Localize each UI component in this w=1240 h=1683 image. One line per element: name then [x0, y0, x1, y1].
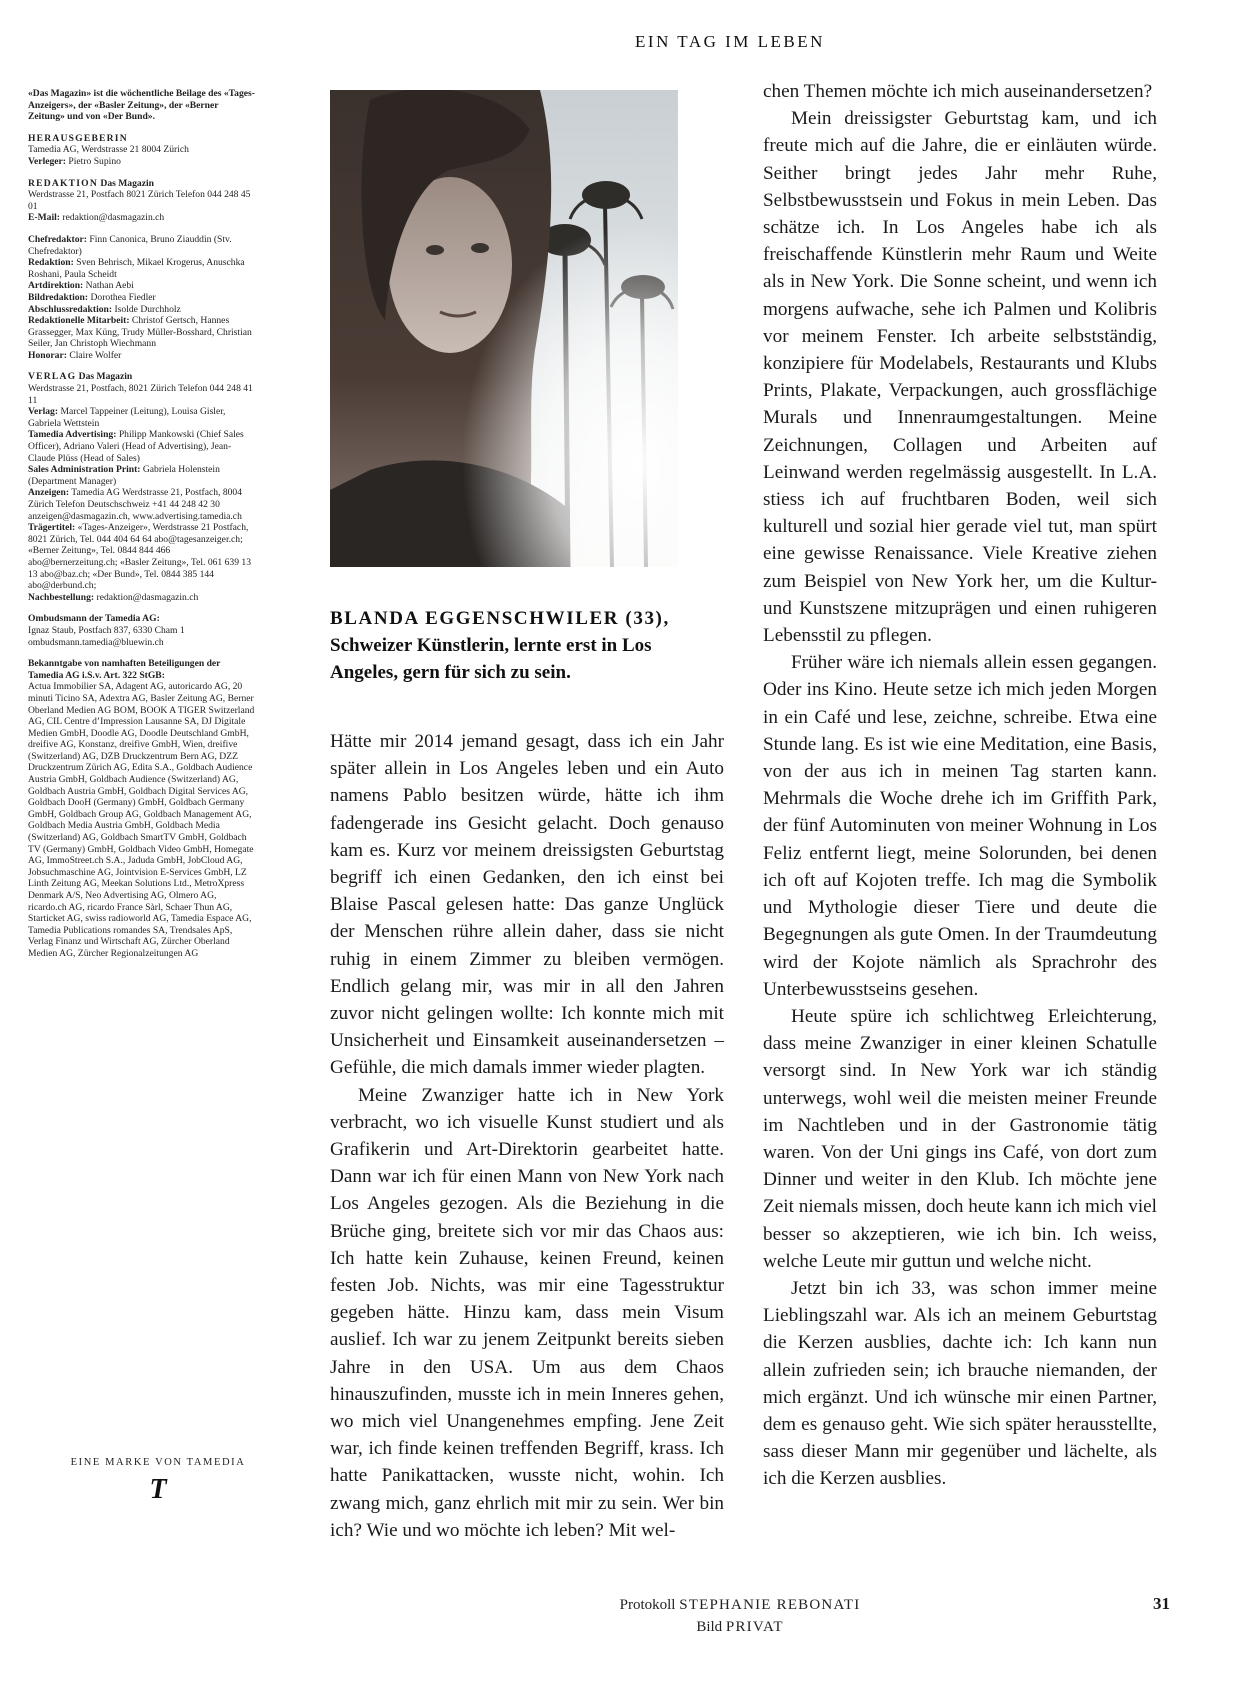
body-paragraph: Jetzt bin ich 33, was schon immer meine Lieblingszahl war. Als ich an meinem Geburtstag die Kerzen ausblies, dachte ich: Ich kann nun allein zufrieden sein; ich brauche niemanden, der mich ergänzt. Und ich wünsche mir einen Partner, dem es genauso geht. Wie sich später herausstellte, sass dieser Mann mir gegenüber und lächelte, als ich die Kerzen ausblies.	[763, 1277, 1157, 1490]
impressum-intro: «Das Magazin» ist die wöchentliche Beilage des «Tages-Anzeigers», der «Basler Zeitung», der «Berner Zeitung» und von «Der Bund».	[28, 88, 255, 123]
verlag-value: Marcel Tappeiner (Leitung), Louisa Gisler, Gabriela Wettstein	[28, 406, 226, 429]
anzeigen-label: Anzeigen:	[28, 487, 70, 499]
ombuds-label: Ombudsmann der Tamedia AG:	[28, 613, 160, 625]
staff-value: Sven Behrisch, Mikael Krogerus, Anuschka Roshani, Paula Scheidt	[28, 257, 245, 280]
staff-label: Artdirektion:	[28, 280, 84, 292]
redaktion-sub: Das Magazin	[100, 177, 154, 189]
email-label: E-Mail:	[28, 212, 60, 224]
staff-label: Honorar:	[28, 349, 67, 361]
staff-label: Bildredaktion:	[28, 291, 89, 303]
body-column-2	[763, 78, 1157, 1493]
verlag-sub: Das Magazin	[78, 371, 133, 383]
body-column-1	[330, 728, 724, 1544]
body-paragraph: Früher wäre ich niemals allein essen gegangen. Oder ins Kino. Heute setze ich mich jeden Morgen in ein Café und lese, zeichne, schreibe. Etwa eine Stunde lang. Es ist wie eine Meditation, eine Basis, von der aus ich in meinen Tag starten kann. Mehrmals die Woche drehe ich im Griffith Park, der fünf Autominuten von meiner Wohnung in Los Feliz entfernt liegt, meine Solorunden, bei denen ich oft auf Kojoten treffe. Ich mag die Symbolik und Mythologie dieser Tiere und deute die Begegnungen als gute Omen. In der Traumdeutung wird der Kojote nämlich als Sprachrohr des Unterbewusstseins gesehen.	[763, 652, 1157, 1000]
redaktion-address: Werdstrasse 21, Postfach 8021 Zürich Telefon 044 248 45 01	[28, 189, 251, 212]
nachbestellung-value: redaktion@dasmagazin.ch	[96, 591, 199, 603]
herausgeberin-heading: HERAUSGEBERIN	[28, 132, 128, 144]
verleger-label: Verleger:	[28, 155, 66, 167]
herausgeberin-text: Tamedia AG, Werdstrasse 21 8004 Zürich	[28, 144, 189, 156]
verlag-address: Werdstrasse 21, Postfach, 8021 Zürich Telefon 044 248 41 11	[28, 383, 253, 406]
advertising-value: Philipp Mankowski (Chief Sales Officer), Adriano Valeri (Head of Advertising), Jean-Claude Plüss (Head of Sales)	[28, 429, 244, 464]
sales-label: Sales Administration Print:	[28, 464, 141, 476]
section-kicker: EIN TAG IM LEBEN	[635, 32, 825, 51]
protokoll-label: Protokoll	[619, 1597, 676, 1613]
credits	[560, 1594, 920, 1638]
email-value: redaktion@dasmagazin.ch	[62, 212, 165, 224]
ombuds-value: Ignaz Staub, Postfach 837, 6330 Cham 1 ombudsmann.tamedia@bluewin.ch	[28, 624, 185, 648]
anzeigen-value: Tamedia AG Werdstrasse 21, Postfach, 8004 Zürich Telefon Deutschschweiz +41 44 248 42 30 anzeigen@dasmagazin.ch, www.advertising.tamedia.ch	[28, 487, 243, 522]
staff-label: Redaktionelle Mitarbeit:	[28, 315, 130, 327]
page-number: 31	[1153, 1594, 1170, 1613]
protokoll-name: STEPHANIE REBONATI	[679, 1597, 861, 1613]
staff-value: Christof Gertsch, Hannes Grassegger, Max Küng, Trudy Müller-Bosshard, Christian Seiler, Jan Christoph Wiechmann	[28, 315, 252, 350]
staff-label: Redaktion:	[28, 257, 74, 269]
beteiligungen-value: Actua Immobilier SA, Adagent AG, autoricardo AG, 20 minuti Ticino SA, Adextra AG, Basler Zeitung AG, Berner Oberland Medien AG BOM, BOOK A TIGER Switzerland AG, CIL Centre d’Impression Lausanne SA, DJ Digitale Medien GmbH, Doodle AG, Doodle Deutschland GmbH, dreifive AG, Konstanz, dreifive GmbH, Wien, dreifive (Switzerland) AG, DZB Druckzentrum Bern AG, DZZ Druckzentrum Zürich AG, Edita S.A., Goldbach Audience Austria GmbH, Goldbach Audience (Switzerland) AG, Goldbach Austria GmbH, Goldbach Digital Services AG, Goldbach DooH (Germany) GmbH, Goldbach Germany GmbH, Goldbach Group AG, Goldbach Management AG, Goldbach Media Austria GmbH, Goldbach Media (Switzerland) AG, Goldbach SmartTV GmbH, Goldbach TV (Germany) GmbH, Goldbach Video GmbH, Homegate AG, ImmoStreet.ch S.A., Jaduda GmbH, JobCloud AG, Jobsuchmaschine AG, Jointvision E-Services GmbH, LZ Linth Zeitung AG, Meekan Solutions Ltd., MetroXpress Denmark A/S, Neo Advertising AG, Olmero AG, ricardo.ch AG, ricardo France Sàrl, Schaer Thun AG, Starticket AG, swiss radioworld AG, Tamedia Espace AG, Tamedia Publications romandes SA, Trendsales ApS, Verlag Finanz und Wirtschaft AG, Zürcher Oberland Medien AG, Zürcher Regionalzeitungen AG	[28, 681, 255, 959]
staff-list	[28, 234, 256, 362]
staff-value: Nathan Aebi	[85, 280, 134, 292]
portrait-photo	[330, 90, 678, 567]
sales-value: Gabriela Holenstein (Department Manager)	[28, 464, 220, 487]
verlag-heading: VERLAG	[28, 371, 77, 383]
staff-value: Finn Canonica, Bruno Ziauddin (Stv. Chefredaktor)	[28, 233, 232, 257]
brand-line: EINE MARKE VON TAMEDIA	[70, 1457, 246, 1468]
body-paragraph: chen Themen möchte ich mich auseinandersetzen?	[763, 81, 1153, 102]
traeger-value: «Tages-Anzeiger», Werdstrasse 21 Postfach, 8021 Zürich, Tel. 044 404 64 64 abo@tagesanzeiger.ch; «Berner Zeitung», Tel. 0844 844 466 abo@bernerzeitung.ch; «Basler Zeitung», Tel. 061 639 13 13 abo@baz.ch; «Der Bund», Tel. 0844 385 144 abo@derbund.ch;	[28, 522, 251, 592]
traeger-label: Trägertitel:	[28, 522, 76, 534]
body-paragraph: Hätte mir 2014 jemand gesagt, dass ich ein Jahr später allein in Los Angeles leben und ein Auto namens Pablo besitzen würde, hätte ich ihm fadengerade ins Gesicht gelacht. Doch genauso kam es. Kurz vor meinem dreissigsten Geburtstag begriff ich einen Gedanken, den ich einst bei Blaise Pascal gelesen hatte: Das ganze Unglück der Menschen rühre allein daher, dass sie nicht ruhig in einem Zimmer zu bleiben vermögen. Endlich gelang mir, was mir in all den Jahren zuvor nicht gelingen wollte: Ich konnte mich mit Unsicherheit und Einsamkeit auseinandersetzen – Gefühle, die mich damals immer wieder plagten.	[330, 731, 724, 1079]
staff-value: Dorothea Fiedler	[90, 291, 156, 303]
redaktion-heading: REDAKTION	[28, 177, 98, 189]
intro-text: Schweizer Künstlerin, lernte erst in Los Angeles, gern für sich zu sein.	[330, 635, 652, 683]
tamedia-logo-icon: T	[149, 1474, 167, 1505]
verleger-name: Pietro Supino	[68, 155, 121, 167]
intro-name: BLANDA EGGENSCHWILER (33),	[330, 608, 670, 629]
bild-label: Bild	[696, 1619, 723, 1635]
nachbestellung-label: Nachbestellung:	[28, 591, 95, 603]
body-paragraph: Heute spüre ich schlichtweg Erleichterung, dass meine Zwanziger in einer kleinen Schatulle versorgt sind. In New York war ich ständig unterwegs, wohl weil die meisten meiner Freunde im Nachtleben und in der Gastronomie tätig waren. Von der Uni gings ins Café, von dort zum Dinner und weiter in den Klub. Ich möchte jene Zeit niemals missen, doch heute kann ich mich viel besser so akzeptieren, wie ich bin. Ich weiss, welche Leute mir guttun und welche nicht.	[763, 1005, 1157, 1272]
staff-label: Chefredaktor:	[28, 233, 87, 245]
staff-label: Abschlussredaktion:	[28, 303, 113, 315]
beteiligungen-label: Bekanntgabe von namhaften Beteiligungen der Tamedia AG i.S.v. Art. 322 StGB:	[28, 658, 221, 681]
body-paragraph: Mein dreissigster Geburtstag kam, und ich freute mich auf die Jahre, die er einläuten würde. Seither bringt jedes Jahr mehr Ruhe, Selbstbewusstsein und Fokus in mein Leben. Das schätze ich. In Los Angeles habe ich als freischaffende Künstlerin mehr Raum und Weite als in New York. Die Sonne scheint, und wenn ich morgens aufwache, sehe ich Palmen und Kolibris vor meinem Fenster. Ich arbeite selbstständig, konzipiere für Modelabels, Restaurants und Klubs Prints, Plakate, Verpackungen, auch grossflächige Murals und Innenraumgestaltungen. Meine Zeichnungen, Collagen und Arbeiten auf Leinwand werden regelmässig ausgestellt. In L.A. stiess ich auf fruchtbaren Boden, weil sich kulturell und sozial hier gerade viel tut, man spürt eine gewisse Renaissance. Viele Kreative ziehen zum Beispiel von New York her, um die Kultur- und Kunstszene mitzuprägen und einen ruhigeren Lebensstil zu pflegen.	[763, 108, 1157, 647]
bild-name: PRIVAT	[725, 1619, 784, 1635]
staff-value: Isolde Durchholz	[114, 303, 181, 315]
advertising-label: Tamedia Advertising:	[28, 429, 117, 441]
body-paragraph: Meine Zwanziger hatte ich in New York verbracht, wo ich visuelle Kunst studiert und als Grafikerin und Art-Direktorin gearbeitet hatte. Dann war ich für einen Mann von New York nach Los Angeles gezogen. Als die Beziehung in die Brüche ging, breitete sich vor mir das Chaos aus: Ich hatte kein Zuhause, keinen Freund, keinen festen Job. Nichts, was mir eine Tagesstruktur gegeben hätte. Hinzu kam, dass mein Visum auslief. Ich war zu jenem Zeitpunkt bereits sieben Jahre in den USA. Um aus dem Chaos hinauszufinden, musste ich in mein Inneres gehen, wo mich viel Unangenehmes empfing. Jene Zeit war, ich finde keinen treffenden Begriff, krass. Ich hatte Panikattacken, wusste nicht, wohin. Ich zwang mich, ganz ehrlich mit mir zu sein. Wer bin ich? Wie und wo möchte ich leben? Mit wel-	[330, 1084, 724, 1541]
intro	[330, 605, 710, 686]
impressum-column	[28, 88, 256, 970]
verlag-label: Verlag:	[28, 406, 59, 418]
staff-value: Claire Wolfer	[69, 349, 122, 361]
